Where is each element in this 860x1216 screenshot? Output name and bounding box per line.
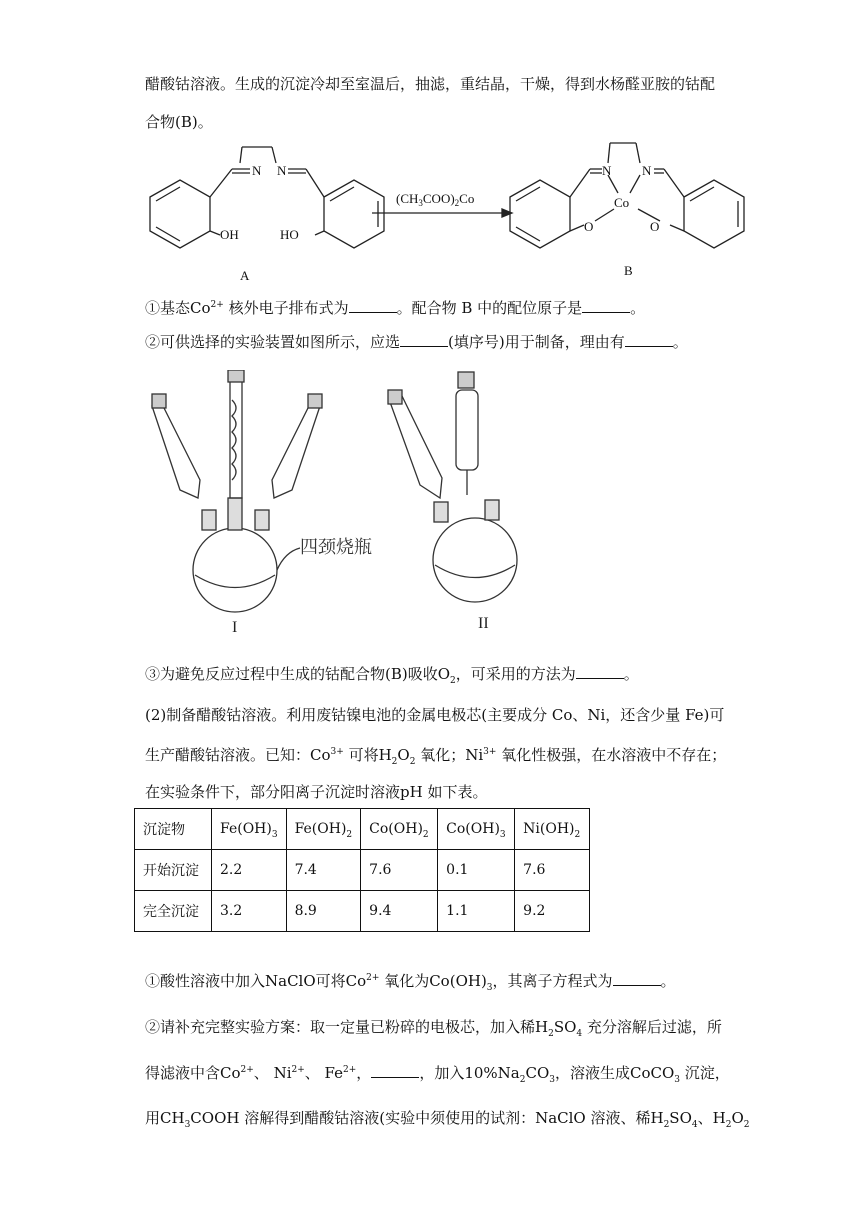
question-5-line-1: ②请补充完整实验方案：取一定量已粉碎的电极芯，加入稀$H_2SO_4$ 充分溶解后过滤，所 [145,1018,722,1039]
table-cell: 0.1 [438,850,515,891]
reaction-scheme [140,135,750,285]
intro-line-2: 合物(B)。 [145,113,213,131]
table-cell: 完全沉淀 [135,891,212,932]
apparatus-figure [140,370,540,640]
label-b: B [624,263,633,278]
table-cell: 7.6 [361,850,438,891]
table-cell: 3.2 [212,891,287,932]
atom-o: O [650,219,660,234]
label-ii: II [478,615,489,632]
part-2-line-1: (2)制备醋酸钴溶液。利用废钴镍电池的金属电极芯(主要成分 Co、Ni，还含少量 Fe)可 [145,706,725,724]
question-5-line-3: 用$CH_3COOH$ 溶解得到醋酸钴溶液(实验中须使用的试剂：NaClO 溶液、稀$H_2SO_4$、$H_2O_2$ [145,1109,750,1130]
answer-blank[interactable] [625,332,673,347]
table-row [135,891,590,932]
answer-blank[interactable] [349,298,397,313]
answer-blank[interactable] [576,664,624,679]
table-header-cell: $Co(OH)_3$ [438,809,515,850]
hydroxyl-label: OH [220,227,239,242]
table-cell: 2.2 [212,850,287,891]
precipitation-ph-table [134,808,590,932]
label-i: I [232,619,238,636]
table-header-cell: $Ni(OH)_2$ [515,809,590,850]
label-a: A [240,268,250,283]
question-1: ①基态$Co^{2+}$ 核外电子排布式为 。配合物 B 中的配位原子是 。 [145,299,646,317]
question-4: ①酸性溶液中加入NaClO可将$Co^{2+}$ 氧化为$Co(OH)_3$，其离子方程式为 。 [145,972,676,993]
atom-n: N [277,163,287,178]
benzene-ring [684,180,744,248]
atom-co: Co [614,195,630,210]
answer-blank[interactable] [613,971,661,986]
answer-blank[interactable] [371,1063,419,1078]
atom-n: N [642,163,652,178]
round-flask [193,528,277,612]
table-header-row [135,809,590,850]
table-cell: 7.6 [515,850,590,891]
table-row [135,850,590,891]
table-cell: 7.4 [286,850,361,891]
question-5-line-2: 得滤液中含$Co^{2+}$、 $Ni^{2+}$、 $Fe^{2+}$， ，加入$10\%Na_2CO_3$，溶液生成CoCO$_3$ 沉淀， [145,1064,730,1085]
atom-n: N [602,163,612,178]
atom-o: O [584,219,594,234]
atom-n: N [252,163,262,178]
table-cell: 9.4 [361,891,438,932]
table-header-cell: $Co(OH)_2$ [361,809,438,850]
hydroxyl-label: HO [280,227,299,242]
part-2-line-3: 在实验条件下，部分阳离子沉淀时溶液pH 如下表。 [145,783,488,801]
table-cell: 8.9 [286,891,361,932]
benzene-ring [510,180,570,248]
question-2: ②可供选择的实验装置如图所示，应选 (填序号)用于制备，理由有 。 [145,333,688,351]
part-2-line-2: 生产醋酸钴溶液。已知：$Co^{3+}$ 可将$H_2O_2$ 氧化；$Ni^{3+}$ 氧化性极强，在水溶液中不存在； [145,746,727,767]
table-header-cell: $Fe(OH)_3$ [212,809,287,850]
table-cell: 9.2 [515,891,590,932]
intro-line-1: 醋酸钴溶液。生成的沉淀冷却至室温后，抽滤，重结晶，干燥，得到水杨醛亚胺的钴配 [145,75,716,93]
reagent-label: $(CH_3COO)_2Co$ [396,191,475,208]
answer-blank[interactable] [582,298,630,313]
table-cell: 开始沉淀 [135,850,212,891]
table-cell: 1.1 [438,891,515,932]
benzene-ring [324,180,384,248]
question-3: ③为避免反应过程中生成的钴配合物(B)吸收$O_2$，可采用的方法为 。 [145,665,639,686]
answer-blank[interactable] [400,332,448,347]
round-flask [433,518,517,602]
flask-label: 四颈烧瓶 [300,537,372,558]
table-header-cell: 沉淀物 [135,809,212,850]
table-header-cell: $Fe(OH)_2$ [286,809,361,850]
benzene-ring [150,180,210,248]
